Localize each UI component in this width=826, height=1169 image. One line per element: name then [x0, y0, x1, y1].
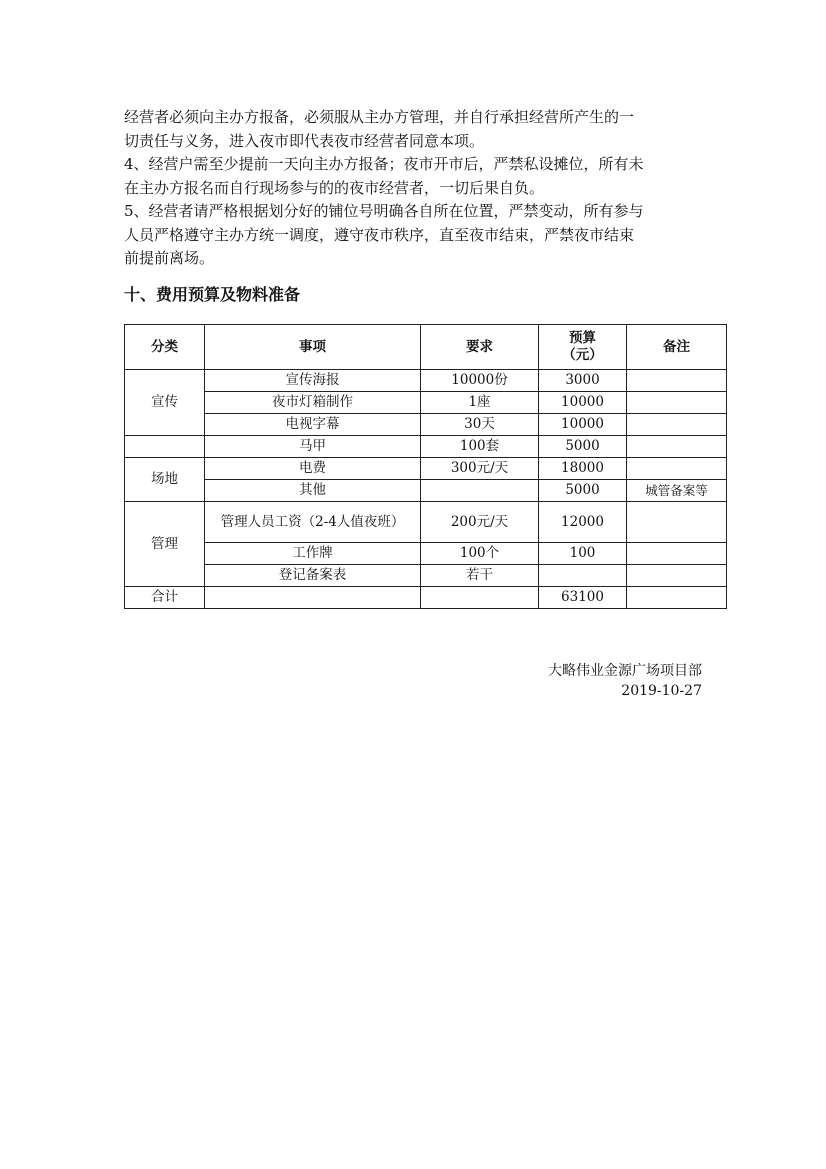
- item-cell: [205, 587, 421, 609]
- budget-cell: 12000: [539, 502, 627, 543]
- item-cell: 电费: [205, 458, 421, 480]
- budget-table: [124, 324, 727, 609]
- note-cell: [627, 414, 727, 436]
- item-cell: 工作牌: [205, 543, 421, 565]
- paragraph-line: 前提前离场。: [124, 249, 215, 267]
- category-cell: 管理: [125, 502, 205, 587]
- header-item: 事项: [205, 325, 421, 370]
- note-cell: [627, 543, 727, 565]
- item-cell: 宣传海报: [205, 370, 421, 392]
- item-cell: 其他: [205, 480, 421, 502]
- budget-cell: 10000: [539, 392, 627, 414]
- requirement-cell: 100个: [421, 543, 539, 565]
- budget-cell: 10000: [539, 414, 627, 436]
- budget-cell: 3000: [539, 370, 627, 392]
- table-row: [125, 480, 727, 502]
- item-cell: 夜市灯箱制作: [205, 392, 421, 414]
- requirement-cell: 1座: [421, 392, 539, 414]
- paragraph-line: 经营者必须向主办方报备，必须服从主办方管理，并自行承担经营所产生的一: [124, 108, 635, 126]
- note-cell: [627, 458, 727, 480]
- table-row: [125, 370, 727, 392]
- table-header-row: [125, 325, 727, 370]
- budget-cell: 18000: [539, 458, 627, 480]
- table-row: [125, 458, 727, 480]
- category-cell: [125, 436, 205, 458]
- table-row: [125, 565, 727, 587]
- note-cell: [627, 436, 727, 458]
- requirement-cell: 10000份: [421, 370, 539, 392]
- item-cell: 电视字幕: [205, 414, 421, 436]
- note-cell: [627, 565, 727, 587]
- requirement-cell: 若干: [421, 565, 539, 587]
- requirement-cell: 300元/天: [421, 458, 539, 480]
- budget-cell: 5000: [539, 480, 627, 502]
- requirement-cell: 30天: [421, 414, 539, 436]
- item-cell: 管理人员工资（2-4人值夜班）: [205, 502, 421, 543]
- header-budget-line2: （元）: [562, 347, 603, 363]
- table-row: [125, 392, 727, 414]
- requirement-cell: [421, 587, 539, 609]
- paragraph-line: 在主办方报名而自行现场参与的的夜市经营者，一切后果自负。: [124, 178, 545, 197]
- item-cell: 登记备案表: [205, 565, 421, 587]
- requirement-cell: 100套: [421, 436, 539, 458]
- note-cell: [627, 392, 727, 414]
- header-budget: [539, 325, 627, 370]
- budget-cell: 100: [539, 543, 627, 565]
- requirement-cell: [421, 480, 539, 502]
- table-row: [125, 436, 727, 458]
- note-cell: 城管备案等: [627, 480, 727, 502]
- note-cell: [627, 370, 727, 392]
- table-row: [125, 543, 727, 565]
- total-label-cell: 合计: [125, 587, 205, 609]
- category-cell: 宣传: [125, 370, 205, 436]
- signature-org: 大略伟业金源广场项目部: [548, 663, 702, 679]
- total-budget-cell: 63100: [539, 587, 627, 609]
- paragraph-line: 5、经营者请严格根据划分好的铺位号明确各自所在位置，严禁变动，所有参与: [124, 202, 644, 220]
- note-cell: [627, 502, 727, 543]
- section-heading: 十、费用预算及物料准备: [124, 285, 301, 304]
- paragraph-line: 切责任与义务，进入夜市即代表夜市经营者同意本项。: [124, 131, 485, 150]
- table-row: [125, 414, 727, 436]
- paragraph-line: 4、经营户需至少提前一天向主办方报备；夜市开市后，严禁私设摊位，所有未: [124, 155, 644, 173]
- header-requirement: 要求: [421, 325, 539, 370]
- category-cell: 场地: [125, 458, 205, 502]
- budget-cell: 5000: [539, 436, 627, 458]
- header-budget-line1: 预算: [569, 330, 596, 346]
- header-category: 分类: [125, 325, 205, 370]
- table-row: [125, 502, 727, 543]
- paragraph-terms: [124, 106, 704, 271]
- note-cell: [627, 587, 727, 609]
- budget-cell: [539, 565, 627, 587]
- header-note: 备注: [627, 325, 727, 370]
- paragraph-line: 人员严格遵守主办方统一调度，遵守夜市秩序，直至夜市结束，严禁夜市结束: [124, 225, 635, 244]
- table-total-row: [125, 587, 727, 609]
- item-cell: 马甲: [205, 436, 421, 458]
- requirement-cell: 200元/天: [421, 502, 539, 543]
- signature-date: 2019-10-27: [621, 683, 702, 699]
